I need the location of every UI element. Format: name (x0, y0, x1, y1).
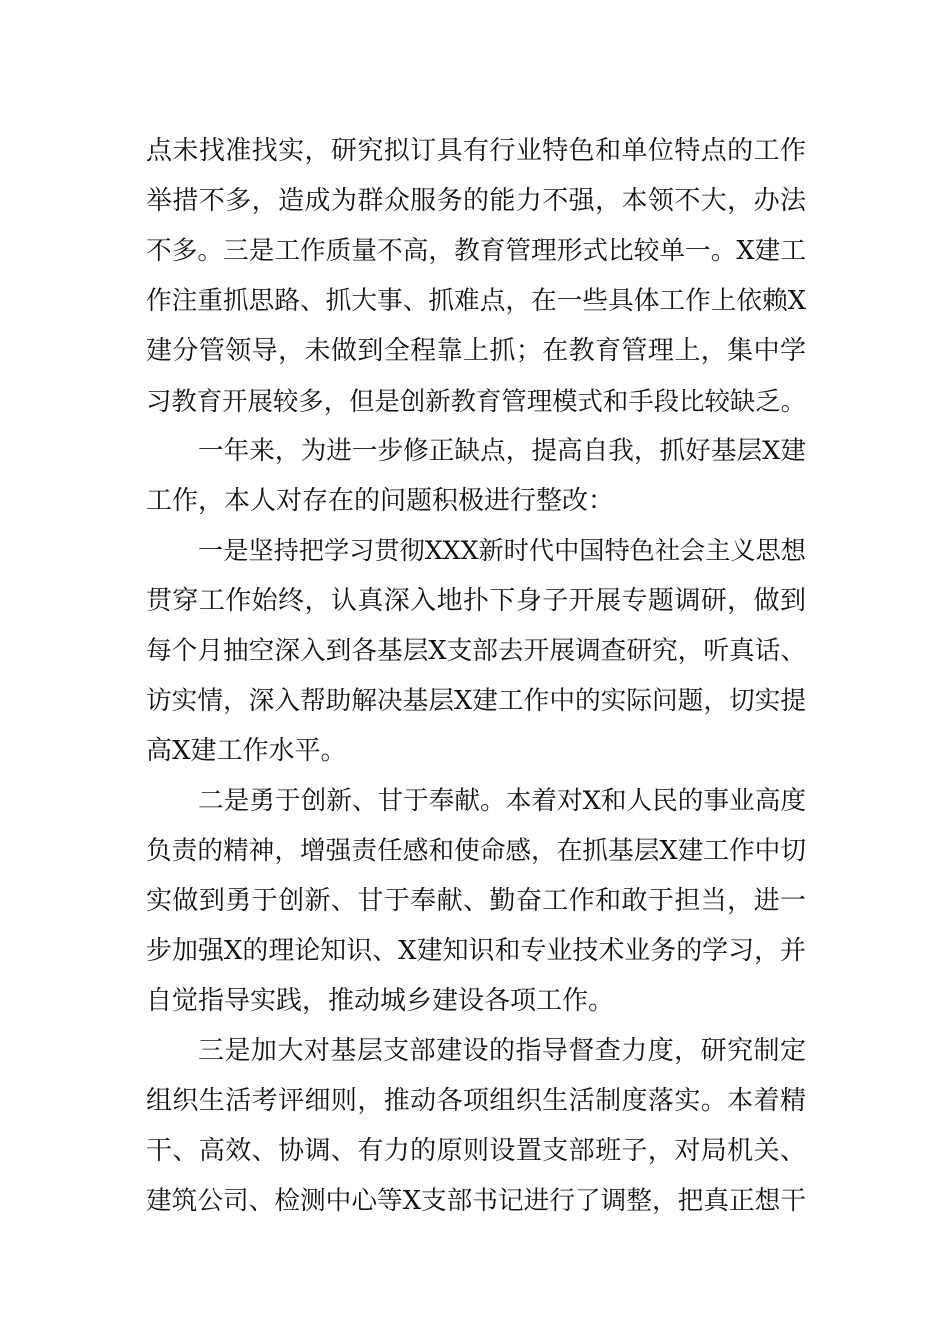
text-line: 不多。三是工作质量不高，教育管理形式比较单一。X建工 (146, 236, 806, 266)
text-line: 建分管领导，未做到全程靠上抓；在教育管理上，集中学 (146, 336, 806, 366)
text-line: 访实情，深入帮助解决基层X建工作中的实际问题，切实提 (146, 686, 806, 716)
text-line: 组织生活考评细则，推动各项组织生活制度落实。本着精 (146, 1086, 806, 1116)
text-line: 每个月抽空深入到各基层X支部去开展调查研究，听真话、 (146, 636, 806, 666)
document-body (146, 126, 806, 1226)
text-line: 高X建工作水平。 (146, 736, 347, 766)
text-line: 一年来，为进一步修正缺点，提高自我，抓好基层X建 (198, 436, 806, 466)
text-line: 实做到勇于创新、甘于奉献、勤奋工作和敢于担当，进一 (146, 886, 806, 916)
text-line: 三是加大对基层支部建设的指导督查力度，研究制定 (198, 1036, 806, 1066)
paragraph-4 (146, 776, 806, 1026)
text-line: 二是勇于创新、甘于奉献。本着对X和人民的事业高度 (198, 786, 806, 816)
paragraph-3 (146, 526, 806, 776)
text-line: 工作，本人对存在的问题积极进行整改： (146, 486, 615, 516)
text-line: 作注重抓思路、抓大事、抓难点，在一些具体工作上依赖X (146, 286, 806, 316)
text-line: 举措不多，造成为群众服务的能力不强，本领不大，办法 (146, 186, 806, 216)
text-line: 贯穿工作始终，认真深入地扑下身子开展专题调研，做到 (146, 586, 806, 616)
paragraph-5 (146, 1026, 806, 1226)
text-line: 一是坚持把学习贯彻XXX新时代中国特色社会主义思想 (198, 536, 806, 565)
text-line: 负责的精神，增强责任感和使命感，在抓基层X建工作中切 (146, 836, 806, 866)
text-line: 干、高效、协调、有力的原则设置支部班子，对局机关、 (146, 1136, 806, 1166)
text-line: 步加强X的理论知识、X建知识和专业技术业务的学习，并 (146, 936, 806, 966)
text-line: 建筑公司、检测中心等X支部书记进行了调整，把真正想干 (146, 1186, 806, 1216)
text-line: 自觉指导实践，推动城乡建设各项工作。 (146, 986, 615, 1016)
text-line: 点未找准找实，研究拟订具有行业特色和单位特点的工作 (146, 136, 806, 166)
paragraph-1 (146, 126, 806, 426)
text-line: 习教育开展较多，但是创新教育管理模式和手段比较缺乏。 (146, 386, 806, 416)
paragraph-2 (146, 426, 806, 526)
